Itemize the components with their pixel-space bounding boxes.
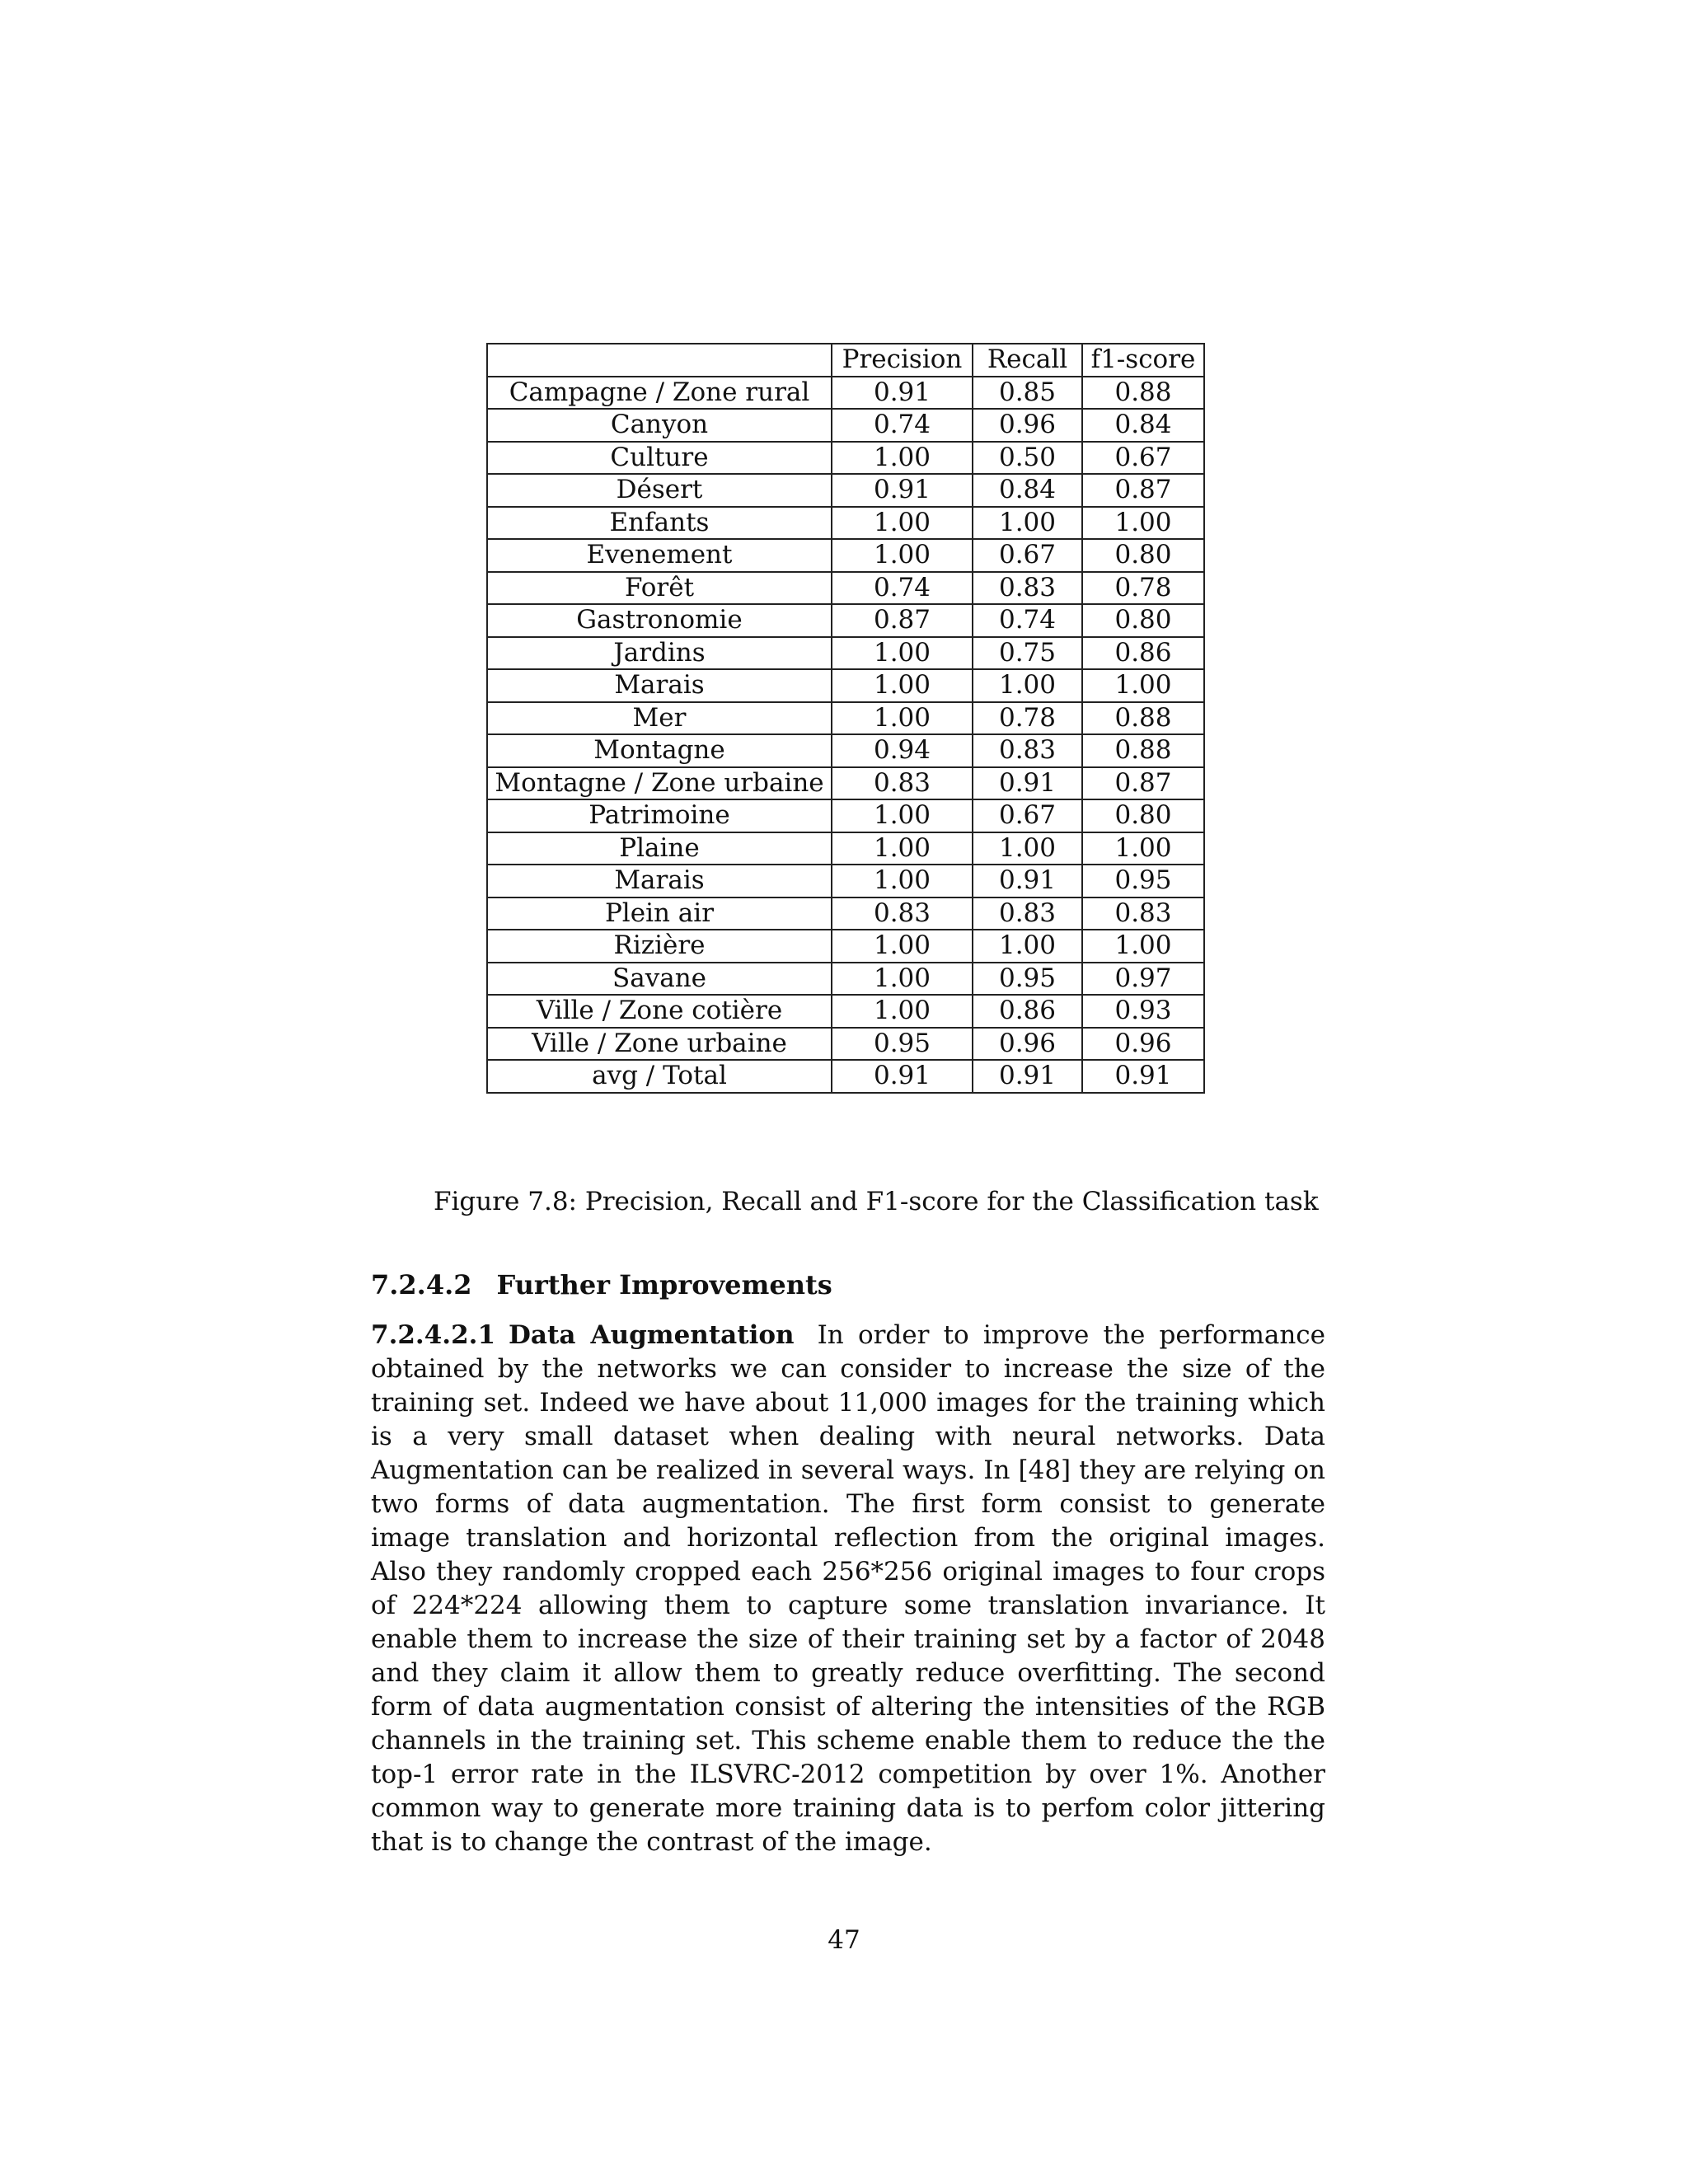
precision-cell: 1.00 xyxy=(832,669,973,702)
row-label: Enfants xyxy=(487,507,832,540)
row-label: Savane xyxy=(487,963,832,996)
table-row xyxy=(487,995,1204,1028)
row-label: Marais xyxy=(487,669,832,702)
precision-cell: 1.00 xyxy=(832,442,973,475)
table-row xyxy=(487,474,1204,507)
section-number: 7.2.4.2 xyxy=(371,1269,472,1301)
precision-cell: 0.91 xyxy=(832,474,973,507)
table-row xyxy=(487,669,1204,702)
header-precision: Precision xyxy=(832,344,973,377)
recall-cell: 0.96 xyxy=(973,409,1082,442)
recall-cell: 0.91 xyxy=(973,767,1082,800)
table-row xyxy=(487,1028,1204,1061)
row-label: avg / Total xyxy=(487,1060,832,1093)
figure-caption: Figure 7.8: Precision, Recall and F1-score for the Classification task xyxy=(434,1187,1319,1216)
table-row xyxy=(487,409,1204,442)
f1-score-cell: 1.00 xyxy=(1082,669,1204,702)
f1-score-cell: 0.80 xyxy=(1082,539,1204,572)
recall-cell: 1.00 xyxy=(973,930,1082,963)
f1-score-cell: 0.78 xyxy=(1082,572,1204,605)
precision-cell: 1.00 xyxy=(832,539,973,572)
f1-score-cell: 1.00 xyxy=(1082,832,1204,865)
f1-score-cell: 0.83 xyxy=(1082,898,1204,930)
row-label: Culture xyxy=(487,442,832,475)
f1-score-cell: 0.88 xyxy=(1082,377,1204,410)
table-row xyxy=(487,702,1204,735)
table-row xyxy=(487,963,1204,996)
row-label: Gastronomie xyxy=(487,604,832,637)
f1-score-cell: 0.93 xyxy=(1082,995,1204,1028)
section-heading xyxy=(371,1269,832,1301)
recall-cell: 0.85 xyxy=(973,377,1082,410)
recall-cell: 0.67 xyxy=(973,799,1082,832)
table-row xyxy=(487,767,1204,800)
row-label: Jardins xyxy=(487,637,832,670)
precision-cell: 1.00 xyxy=(832,702,973,735)
row-label: Canyon xyxy=(487,409,832,442)
precision-cell: 0.74 xyxy=(832,409,973,442)
paragraph-text: In order to improve the performance obtained by the networks we can consider to increase the size of the training set. Indeed we have about 11,000 images for the training which is a very small dataset when dealing with neural networks. Data Augmentation can be realized in several ways. In [48] they are relying on two forms of data augmentation. The first form consist to generate image translation and horizontal reflection from the original images. Also they randomly cropped each 256*256 original images to four crops of 224*224 allowing them to capture some translation invariance. It enable them to increase the size of their training set by a factor of 2048 and they claim it allow them to greatly reduce overfitting. The second form of data augmentation consist of altering the intensities of the RGB channels in the training set. This scheme enable them to reduce the the top-1 error rate in the ILSVRC-2012 competition by over 1%. Another common way to generate more training data is to perfom color jittering that is to change the contrast of the image. xyxy=(371,1320,1325,1857)
precision-cell: 0.91 xyxy=(832,377,973,410)
recall-cell: 0.50 xyxy=(973,442,1082,475)
row-label: Forêt xyxy=(487,572,832,605)
table-row xyxy=(487,865,1204,898)
recall-cell: 0.91 xyxy=(973,1060,1082,1093)
row-label: Montagne xyxy=(487,734,832,767)
f1-score-cell: 0.95 xyxy=(1082,865,1204,898)
precision-cell: 1.00 xyxy=(832,930,973,963)
f1-score-cell: 0.86 xyxy=(1082,637,1204,670)
precision-cell: 0.83 xyxy=(832,767,973,800)
row-label: Ville / Zone urbaine xyxy=(487,1028,832,1061)
recall-cell: 0.95 xyxy=(973,963,1082,996)
table-body xyxy=(487,377,1204,1093)
table-header-row xyxy=(487,344,1204,377)
header-blank xyxy=(487,344,832,377)
table-row xyxy=(487,734,1204,767)
row-label: Rizière xyxy=(487,930,832,963)
row-label: Montagne / Zone urbaine xyxy=(487,767,832,800)
f1-score-cell: 0.88 xyxy=(1082,702,1204,735)
precision-cell: 0.74 xyxy=(832,572,973,605)
recall-cell: 0.83 xyxy=(973,898,1082,930)
table-row xyxy=(487,377,1204,410)
recall-cell: 0.96 xyxy=(973,1028,1082,1061)
precision-cell: 0.87 xyxy=(832,604,973,637)
f1-score-cell: 0.87 xyxy=(1082,474,1204,507)
recall-cell: 0.83 xyxy=(973,734,1082,767)
precision-cell: 1.00 xyxy=(832,799,973,832)
section-title: Further Improvements xyxy=(496,1269,832,1301)
recall-cell: 0.86 xyxy=(973,995,1082,1028)
precision-cell: 1.00 xyxy=(832,865,973,898)
row-label: Marais xyxy=(487,865,832,898)
precision-cell: 0.95 xyxy=(832,1028,973,1061)
precision-cell: 1.00 xyxy=(832,963,973,996)
f1-score-cell: 0.87 xyxy=(1082,767,1204,800)
header-f1-score: f1-score xyxy=(1082,344,1204,377)
row-label: Plaine xyxy=(487,832,832,865)
precision-cell: 1.00 xyxy=(832,832,973,865)
f1-score-cell: 1.00 xyxy=(1082,930,1204,963)
precision-cell: 1.00 xyxy=(832,637,973,670)
table-row xyxy=(487,1060,1204,1093)
recall-cell: 0.75 xyxy=(973,637,1082,670)
results-table xyxy=(486,343,1205,1094)
recall-cell: 0.74 xyxy=(973,604,1082,637)
table-row xyxy=(487,930,1204,963)
row-label: Plein air xyxy=(487,898,832,930)
precision-cell: 0.83 xyxy=(832,898,973,930)
table-row xyxy=(487,572,1204,605)
page-number: 47 xyxy=(828,1925,860,1955)
recall-cell: 0.67 xyxy=(973,539,1082,572)
table-row xyxy=(487,799,1204,832)
table-row xyxy=(487,898,1204,930)
recall-cell: 1.00 xyxy=(973,507,1082,540)
f1-score-cell: 0.91 xyxy=(1082,1060,1204,1093)
header-recall: Recall xyxy=(973,344,1082,377)
table-row xyxy=(487,507,1204,540)
precision-cell: 1.00 xyxy=(832,507,973,540)
row-label: Patrimoine xyxy=(487,799,832,832)
recall-cell: 0.83 xyxy=(973,572,1082,605)
data-augmentation-paragraph xyxy=(371,1319,1325,1859)
row-label: Evenement xyxy=(487,539,832,572)
row-label: Désert xyxy=(487,474,832,507)
precision-cell: 0.91 xyxy=(832,1060,973,1093)
table-row xyxy=(487,604,1204,637)
f1-score-cell: 0.84 xyxy=(1082,409,1204,442)
recall-cell: 0.78 xyxy=(973,702,1082,735)
recall-cell: 0.91 xyxy=(973,865,1082,898)
f1-score-cell: 0.67 xyxy=(1082,442,1204,475)
f1-score-cell: 0.80 xyxy=(1082,799,1204,832)
recall-cell: 1.00 xyxy=(973,832,1082,865)
table-row xyxy=(487,832,1204,865)
subsection-title: Data Augmentation xyxy=(509,1320,795,1350)
row-label: Mer xyxy=(487,702,832,735)
row-label: Campagne / Zone rural xyxy=(487,377,832,410)
f1-score-cell: 1.00 xyxy=(1082,507,1204,540)
f1-score-cell: 0.96 xyxy=(1082,1028,1204,1061)
f1-score-cell: 0.80 xyxy=(1082,604,1204,637)
recall-cell: 0.84 xyxy=(973,474,1082,507)
f1-score-cell: 0.88 xyxy=(1082,734,1204,767)
table-row xyxy=(487,637,1204,670)
table-row xyxy=(487,539,1204,572)
f1-score-cell: 0.97 xyxy=(1082,963,1204,996)
table-row xyxy=(487,442,1204,475)
subsection-number: 7.2.4.2.1 xyxy=(371,1320,496,1350)
precision-cell: 1.00 xyxy=(832,995,973,1028)
precision-cell: 0.94 xyxy=(832,734,973,767)
row-label: Ville / Zone cotière xyxy=(487,995,832,1028)
recall-cell: 1.00 xyxy=(973,669,1082,702)
